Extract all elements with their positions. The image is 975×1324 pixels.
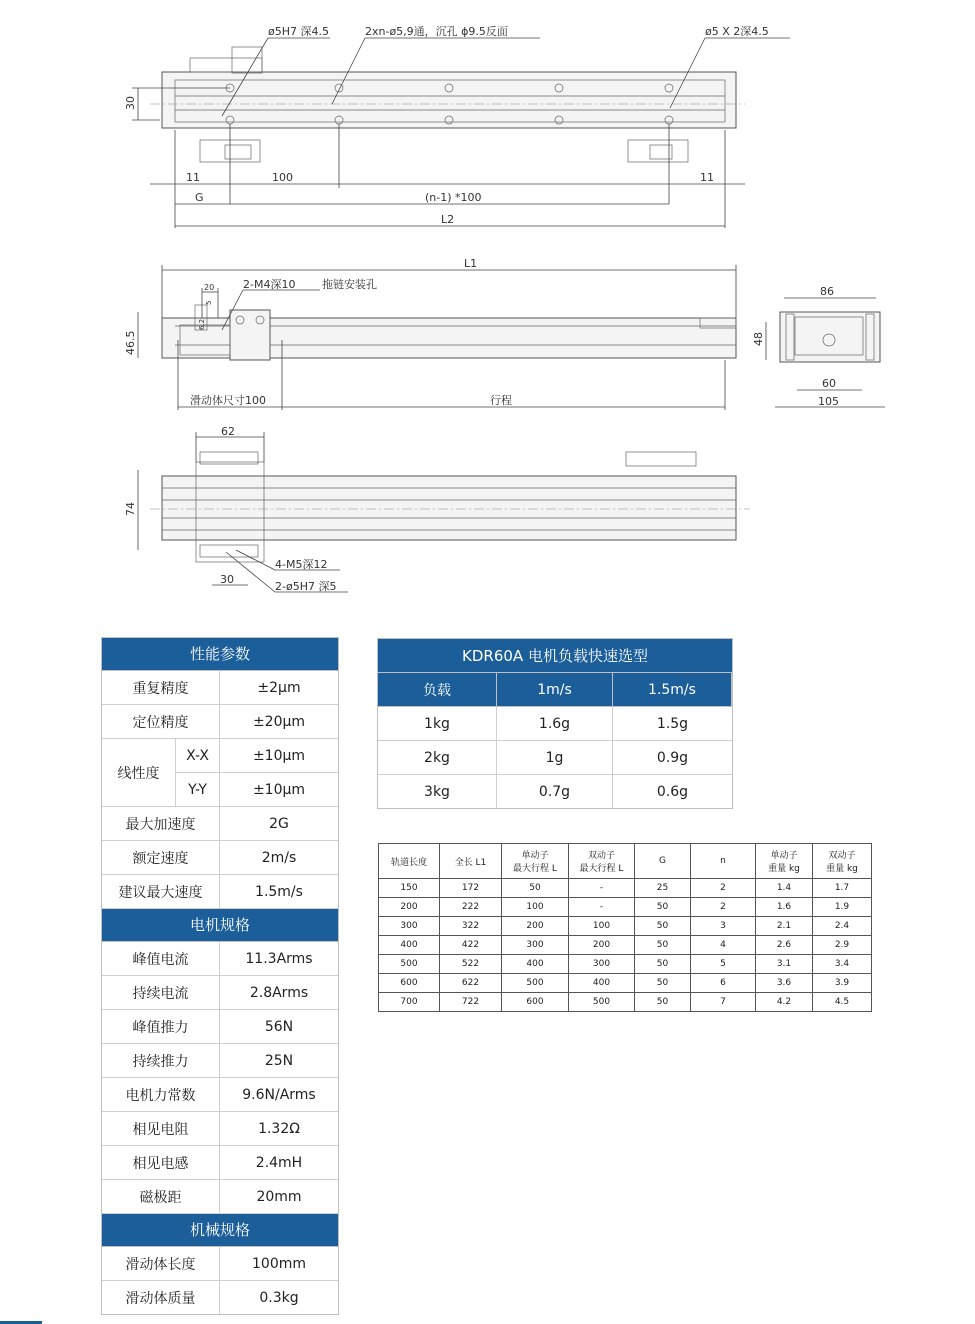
spec-cell: 6 [691,974,756,993]
spec-cell: 722 [440,993,502,1012]
spec-cell: 500 [502,974,569,993]
motor-key: 相见电阻 [102,1112,220,1145]
motor-row [102,1010,338,1044]
mech-key: 滑动体质量 [102,1281,220,1314]
spec-header-row [379,844,872,879]
motor-key: 峰值推力 [102,1010,220,1043]
spec-cell: 2.9 [813,936,872,955]
dim-left-11: 11 [186,171,200,184]
spec-cell: - [569,898,635,917]
callout-m5: 4-M5深12 [275,558,328,571]
rail-spec-table [378,843,872,1012]
spec-cell: 2 [691,898,756,917]
load-cell: 1.6g [497,707,613,740]
linearity-row [102,739,338,807]
load-header: 1m/s [497,673,613,706]
dim-74: 74 [124,502,137,516]
load-title: KDR60A 电机负载快速选型 [378,639,732,673]
dim-60: 60 [822,377,836,390]
spec-cell: 50 [635,917,691,936]
load-cell: 1.5g [656,715,689,732]
spec-cell: 400 [502,955,569,974]
spec-cell: 200 [569,936,635,955]
spec-row [379,974,872,993]
spec-cell: 300 [502,936,569,955]
spec-cell: 3.1 [756,955,813,974]
linearity-value: ±10μm [252,747,306,764]
spec-cell: 3 [691,917,756,936]
spec-row [379,898,872,917]
spec-cell: 1.6 [756,898,813,917]
perf-row [102,671,338,705]
callout-chain-hole: 2-M4深10 [243,278,296,291]
spec-cell: 50 [635,974,691,993]
motor-value: 2.8Arms [249,984,309,1001]
perf-row [102,705,338,739]
spec-row [379,879,872,898]
spec-cell: 200 [379,898,440,917]
spec-cell: 3.6 [756,974,813,993]
dim-L1: L1 [464,257,478,270]
load-cell: 0.6g [656,783,689,800]
motor-value: 56N [264,1018,294,1035]
spec-header: n [691,844,756,879]
load-row [378,741,732,775]
motor-key: 持续推力 [102,1044,220,1077]
spec-cell: 100 [569,917,635,936]
perf-key: 定位精度 [102,705,220,738]
spec-cell: 50 [502,879,569,898]
motor-key: 峰值电流 [102,942,220,975]
motor-row [102,1112,338,1146]
spec-cell: 2.1 [756,917,813,936]
spec-cell: 500 [379,955,440,974]
spec-cell: 222 [440,898,502,917]
mech-value: 0.3kg [259,1289,299,1306]
linearity-value: ±10μm [252,781,306,798]
perf-title: 性能参数 [102,638,338,671]
motor-value: 11.3Arms [245,950,313,967]
perf-value: 2G [269,815,289,832]
spec-cell: 2 [691,879,756,898]
spec-cell: 50 [635,898,691,917]
load-row [378,775,732,808]
load-header: 1.5m/s [613,673,732,706]
motor-key: 持续电流 [102,976,220,1009]
callout-right-holes: ø5 X 2深4.5 [705,25,769,38]
spec-cell: 400 [569,974,635,993]
spec-row [379,917,872,936]
spec-cell: 300 [569,955,635,974]
spec-cell: 600 [502,993,569,1012]
motor-value: 20mm [256,1188,302,1205]
load-cell: 0.7g [497,775,613,808]
spec-cell: 3.9 [813,974,872,993]
load-selection-table [377,638,733,809]
spec-cell: 4 [691,936,756,955]
spec-cell: 4.5 [813,993,872,1012]
perf-key: 重复精度 [102,671,220,704]
spec-header: G [635,844,691,879]
spec-header: 单动子 重量 kg [756,844,813,879]
spec-cell: 500 [569,993,635,1012]
perf-value: ±20μm [252,713,306,730]
motor-row [102,976,338,1010]
spec-cell: 322 [440,917,502,936]
dim-100: 100 [272,171,293,184]
linearity-axis: Y-Y [176,773,220,806]
motor-key: 相见电感 [102,1146,220,1179]
spec-cell: 400 [379,936,440,955]
linearity-axis: X-X [176,739,220,772]
callout-chain-label: 拖链安装孔 [322,278,377,291]
motor-title: 电机规格 [102,909,338,942]
dim-small-a: 5 [205,300,213,305]
spec-cell: 600 [379,974,440,993]
spec-cell: 700 [379,993,440,1012]
spec-cell: 1.9 [813,898,872,917]
spec-cell: 1.4 [756,879,813,898]
spec-cell: 50 [635,993,691,1012]
spec-header: 双动子 最大行程 L [569,844,635,879]
stroke-label: 行程 [490,394,512,407]
callout-holes: 2xn-ø5,9通，沉孔 ϕ9.5反面 [365,25,508,38]
perf-key: 建议最大速度 [102,875,220,908]
perf-key: 额定速度 [102,841,220,874]
spec-cell: 422 [440,936,502,955]
spec-cell: 100 [502,898,569,917]
perf-row [102,875,338,909]
dim-top-height: 30 [124,96,137,110]
spec-cell: 622 [440,974,502,993]
mech-key: 滑动体长度 [102,1247,220,1280]
spec-header: 全长 L1 [440,844,502,879]
perf-value: 1.5m/s [255,883,303,900]
perf-key: 最大加速度 [102,807,220,840]
motor-value: 25N [264,1052,294,1069]
top-view [124,24,790,228]
dim-105: 105 [818,395,839,408]
spec-cell: - [569,879,635,898]
load-row [378,707,732,741]
spec-cell: 2.4 [813,917,872,936]
spec-cell: 4.2 [756,993,813,1012]
perf-value: ±2μm [257,679,301,696]
spec-cell: 300 [379,917,440,936]
spec-cell: 1.7 [813,879,872,898]
perf-row [102,807,338,841]
spec-header: 单动子 最大行程 L [502,844,569,879]
load-cell: 2kg [378,741,497,774]
end-view [752,285,885,408]
motor-key: 磁极距 [102,1180,220,1213]
performance-table [101,637,339,1315]
dim-right-11: 11 [700,171,714,184]
spec-cell: 50 [635,955,691,974]
spec-cell: 522 [440,955,502,974]
linearity-label: 线性度 [102,739,176,806]
spec-header: 轨道长度 [379,844,440,879]
spec-cell: 200 [502,917,569,936]
load-cell: 1kg [378,707,497,740]
spec-row [379,955,872,974]
side-view [124,257,736,410]
motor-row [102,1078,338,1112]
callout-pin-front: 2-ø5H7 深5 [275,580,337,593]
mech-title: 机械规格 [102,1214,338,1247]
perf-row [102,841,338,875]
dim-pitch: (n-1) *100 [425,191,482,204]
load-cell: 0.9g [656,749,689,766]
spec-row [379,993,872,1012]
dim-small-b: 6.2 [198,318,206,330]
dim-86: 86 [820,285,834,298]
technical-drawing [0,0,975,610]
motor-value: 9.6N/Arms [242,1086,316,1103]
mech-value: 100mm [252,1255,306,1272]
load-cell: 3kg [378,775,497,808]
spec-cell: 50 [635,936,691,955]
load-header-row [378,673,732,707]
motor-key: 电机力常数 [102,1078,220,1111]
dim-front-30: 30 [220,573,234,586]
spec-cell: 7 [691,993,756,1012]
dim-48: 48 [752,332,765,346]
mech-row [102,1281,338,1314]
motor-row [102,1044,338,1078]
perf-value: 2m/s [261,849,297,866]
dim-G: G [195,191,204,204]
spec-cell: 172 [440,879,502,898]
dim-62: 62 [221,425,235,438]
load-cell: 1g [497,741,613,774]
callout-pin-top: ø5H7 深4.5 [268,25,329,38]
spec-cell: 25 [635,879,691,898]
motor-row [102,1146,338,1180]
motor-value: 1.32Ω [258,1120,300,1137]
spec-header: 双动子 重量 kg [813,844,872,879]
dim-L2: L2 [441,213,455,226]
spec-cell: 2.6 [756,936,813,955]
slider-size-label: 滑动体尺寸100 [190,394,266,407]
spec-row [379,936,872,955]
mech-row [102,1247,338,1281]
dim-20: 20 [204,283,215,292]
spec-cell: 150 [379,879,440,898]
spec-cell: 5 [691,955,756,974]
spec-cell: 3.4 [813,955,872,974]
motor-row [102,942,338,976]
front-view [124,425,750,593]
motor-row [102,1180,338,1214]
motor-value: 2.4mH [255,1154,303,1171]
load-header: 负载 [378,673,497,706]
dim-side-height: 46.5 [124,330,137,355]
